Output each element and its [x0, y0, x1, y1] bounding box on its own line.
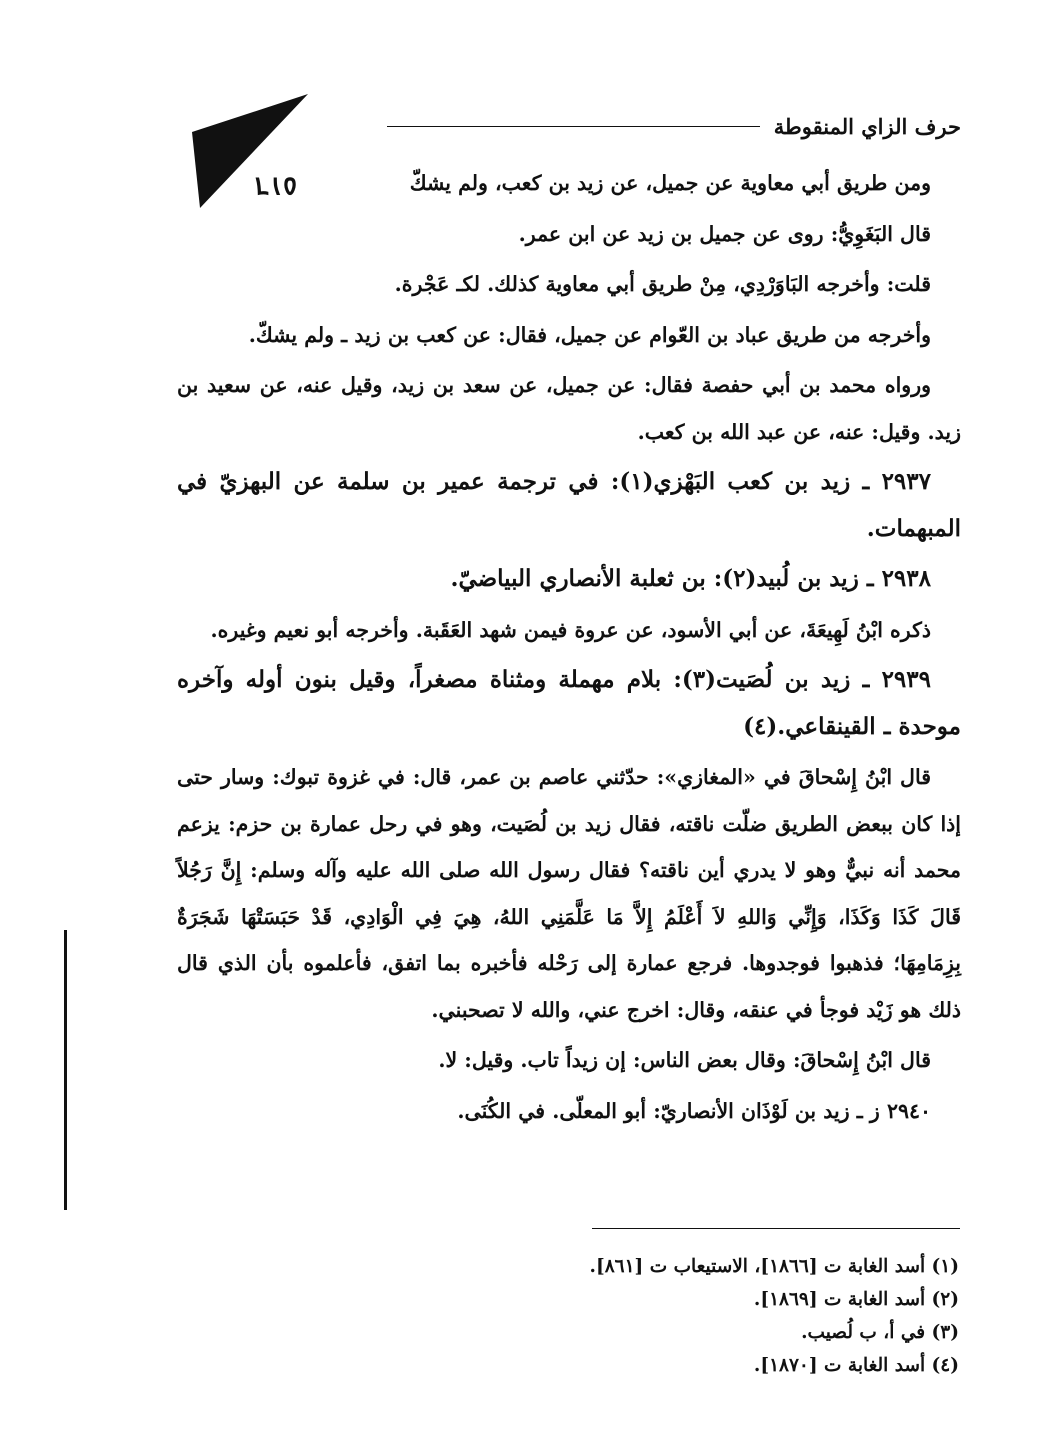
paragraph: قال ابْنُ إِسْحاقَ: وقال بعض الناس: إن زيداً تاب. وقيل: لا.: [438, 1048, 931, 1072]
entry-2938: ٢٩٣٨ ـ زيد بن لُبيد(٢): بن ثعلبة الأنصاري البياضيّ.: [450, 565, 931, 592]
paragraph: وأخرجه من طريق عباد بن العّوام عن جميل، فقال: عن كعب بن زيد ـ ولم يشكّ.: [248, 322, 931, 347]
footnote-separator: [592, 1228, 960, 1229]
page-header: [381, 114, 961, 139]
paragraph: قال ابْنُ إِسْحاقَ في «المغازي»: حدّثني عاصم بن عمر، قال: في غزوة تبوك: وسار حتى إذا كان ببعض الطريق ضلّت ناقته، فقال زيد بن لُصَيت، وهو في رحل عمارة بن حزم: يزعم محمد أنه نبيٌّ وهو لا يدري أين ناقته؟ فقال رسول الله صلى الله عليه وآله وسلم: إِنَّ رَجُلاً قَالَ كَذَا وَكَذَا، وَإِنِّي وَاللهِ لاَ أَعْلَمُ إِلاَّ مَا عَلَّمَنِي اللهُ، هِيَ فِي الْوَادِي، قَدْ حَبَسَتْهَا شَجَرَةٌ بِزِمَامِهَا؛ فذهبوا فوجدوها. فرجع عمارة إلى رَحْله فأخبره بما اتفق، فأعلموه بأن الذي قال ذلك هو زَيْد فوجأ في عنقه، وقال: اخرج عني، والله لا تصحبني.: [177, 765, 961, 1022]
entry-2939: ٢٩٣٩ ـ زيد بن لُصَيت(٣): بلام مهملة ومثناة مصغراً، وقيل بنون أوله وآخره موحدة ـ القينقاعي.(٤): [177, 666, 961, 740]
header-rule: [387, 126, 760, 127]
footnotes: [359, 1250, 959, 1382]
page-number: ٥١٦: [255, 170, 297, 201]
paragraph: قال البَغَوِيُّ: روى عن جميل بن زيد عن ابن عمر.: [518, 221, 931, 246]
body-text: [177, 160, 961, 1138]
running-head: حرف الزاي المنقوطة: [773, 114, 961, 139]
footnote: (٢) أسد الغابة ت [١٨٦٩].: [753, 1289, 959, 1310]
margin-scan-line: [64, 930, 67, 1210]
footnote: (١) أسد الغابة ت [١٨٦٦]، الاستيعاب ت [٨٦١].: [589, 1256, 959, 1277]
paragraph: ورواه محمد بن أبي حفصة فقال: عن جميل، عن سعد بن زيد، وقيل عنه، عن سعيد بن زيد. وقيل: عنه، عن عبد الله بن كعب.: [177, 373, 961, 444]
footnote: (٣) في أ، ب لُصيب.: [801, 1322, 959, 1343]
entry-2940: ٢٩٤٠ ز ـ زيد بن لَوْذَان الأنصاريّ: أبو المعلّى. في الكُنَى.: [457, 1098, 931, 1123]
footnote: (٤) أسد الغابة ت [١٨٧٠].: [753, 1355, 959, 1376]
entry-2937: ٢٩٣٧ ـ زيد بن كعب البَهْزي(١): في ترجمة عمير بن سلمة عن البهزيّ في المبهمات.: [177, 468, 961, 542]
paragraph: ومن طريق أبي معاوية عن جميل، عن زيد بن كعب، ولم يشكّ: [409, 171, 931, 195]
paragraph: قلت: وأخرجه البَاوَرْدِي، مِنْ طريق أبي معاوية كذلك. لكـ عَجْرة.: [394, 272, 931, 296]
paragraph: ذكره ابْنُ لَهِيعَةَ، عن أبي الأسود، عن عروة فيمن شهد العَقَبة. وأخرجه أبو نعيم وغيره.: [210, 617, 931, 642]
